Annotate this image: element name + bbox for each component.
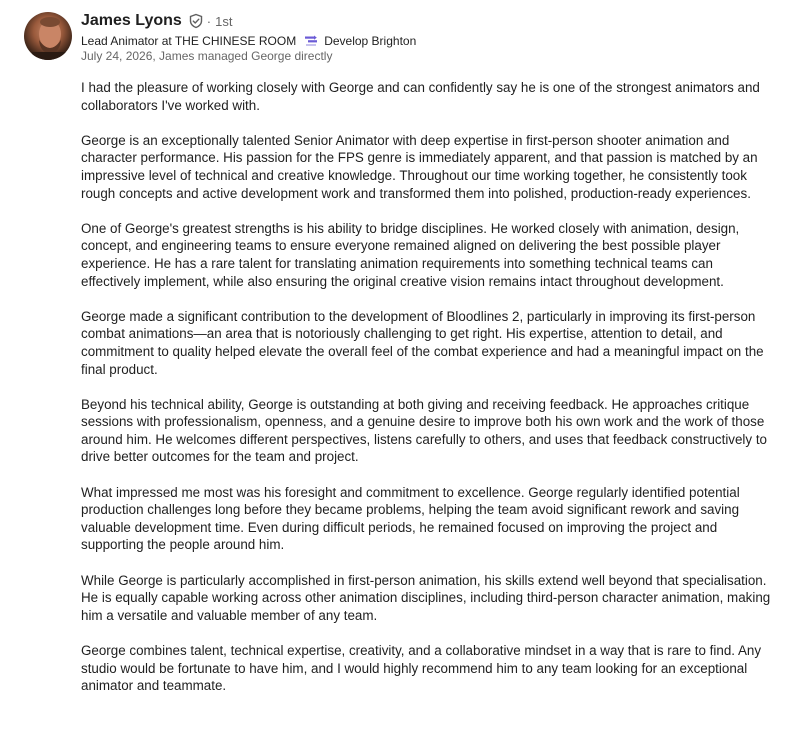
recommendation-paragraph: One of George's greatest strengths is his ability to bridge disciplines. He worked closely with animation, design, concept, and engineering teams to ensure everyone remained aligned on delivering the best possible player experience. He has a rare talent for translating animation requirements into something technical teams can effectively implement, while also ensuring the original creative vision remains intact throughout development.: [81, 220, 740, 289]
recommender-headline: Lead Animator at THE CHINESE ROOM: [81, 34, 297, 48]
profile-photo-icon: [24, 12, 72, 60]
recommender-header: [81, 10, 771, 65]
company-logo-icon: [304, 34, 318, 48]
name-row: [81, 10, 771, 32]
recommendation-text: [81, 79, 771, 712]
recommendation-paragraph: What impressed me most was his foresight and commitment to excellence. George regularly identified potential production challenges long before they became problems, helping the team avoid significant rework and saving valuable development time. Even during difficult periods, he remained focused on improving the project and supporting the people around him.: [81, 484, 740, 553]
recommendation-paragraph: Beyond his technical ability, George is outstanding at both giving and receiving feedback. He approaches critique sessions with professionalism, openness, and a genuine desire to improve both his own work and the work of those around him. He welcomes different perspectives, listens carefully to others, and uses that feedback constructively to drive better outcomes for the team and project.: [81, 396, 767, 465]
recommendation-paragraph: I had the pleasure of working closely with George and can confidently say he is one of the strongest animators and collaborators I've worked with.: [81, 80, 760, 113]
recommender-name[interactable]: James Lyons: [81, 12, 182, 29]
headline-row: [81, 33, 771, 49]
verified-shield-icon: [188, 13, 204, 29]
recommendation-paragraph: George made a significant contribution to the development of Bloodlines 2, particularly in improving its first-person combat animations—an area that is notoriously challenging to get right. His expertise, attention to detail, and commitment to quality helped elevate the overall feel of the combat experience and had a meaningful impact on the final product.: [81, 308, 764, 377]
recommendation-paragraph: While George is particularly accomplished in first-person animation, his skills extend well beyond that specialisation. He is equally capable working across other animation disciplines, including third-person character animation, making him a versatile and valuable member of any team.: [81, 572, 771, 623]
recommendation-meta: July 24, 2026, James managed George directly: [81, 49, 333, 63]
recommendation-paragraph: George is an exceptionally talented Senior Animator with deep expertise in first-person shooter animation and character performance. His passion for the FPS genre is immediately apparent, and that passion is matched by an impressive level of technical and creative knowledge. Throughout our time working together, he consistently took rough concepts and active development work and transformed them into polished, production-ready experiences.: [81, 132, 758, 201]
connection-degree: 1st: [215, 13, 233, 29]
avatar[interactable]: [24, 12, 72, 60]
company-name[interactable]: Develop Brighton: [324, 34, 417, 48]
degree-separator: ·: [206, 13, 212, 29]
recommendation-paragraph: George combines talent, technical expertise, creativity, and a collaborative mindset in a way that is rare to find. Any studio would be fortunate to have him, and I would highly recommend him to any team looking for an exceptional animator and teammate.: [81, 643, 762, 694]
